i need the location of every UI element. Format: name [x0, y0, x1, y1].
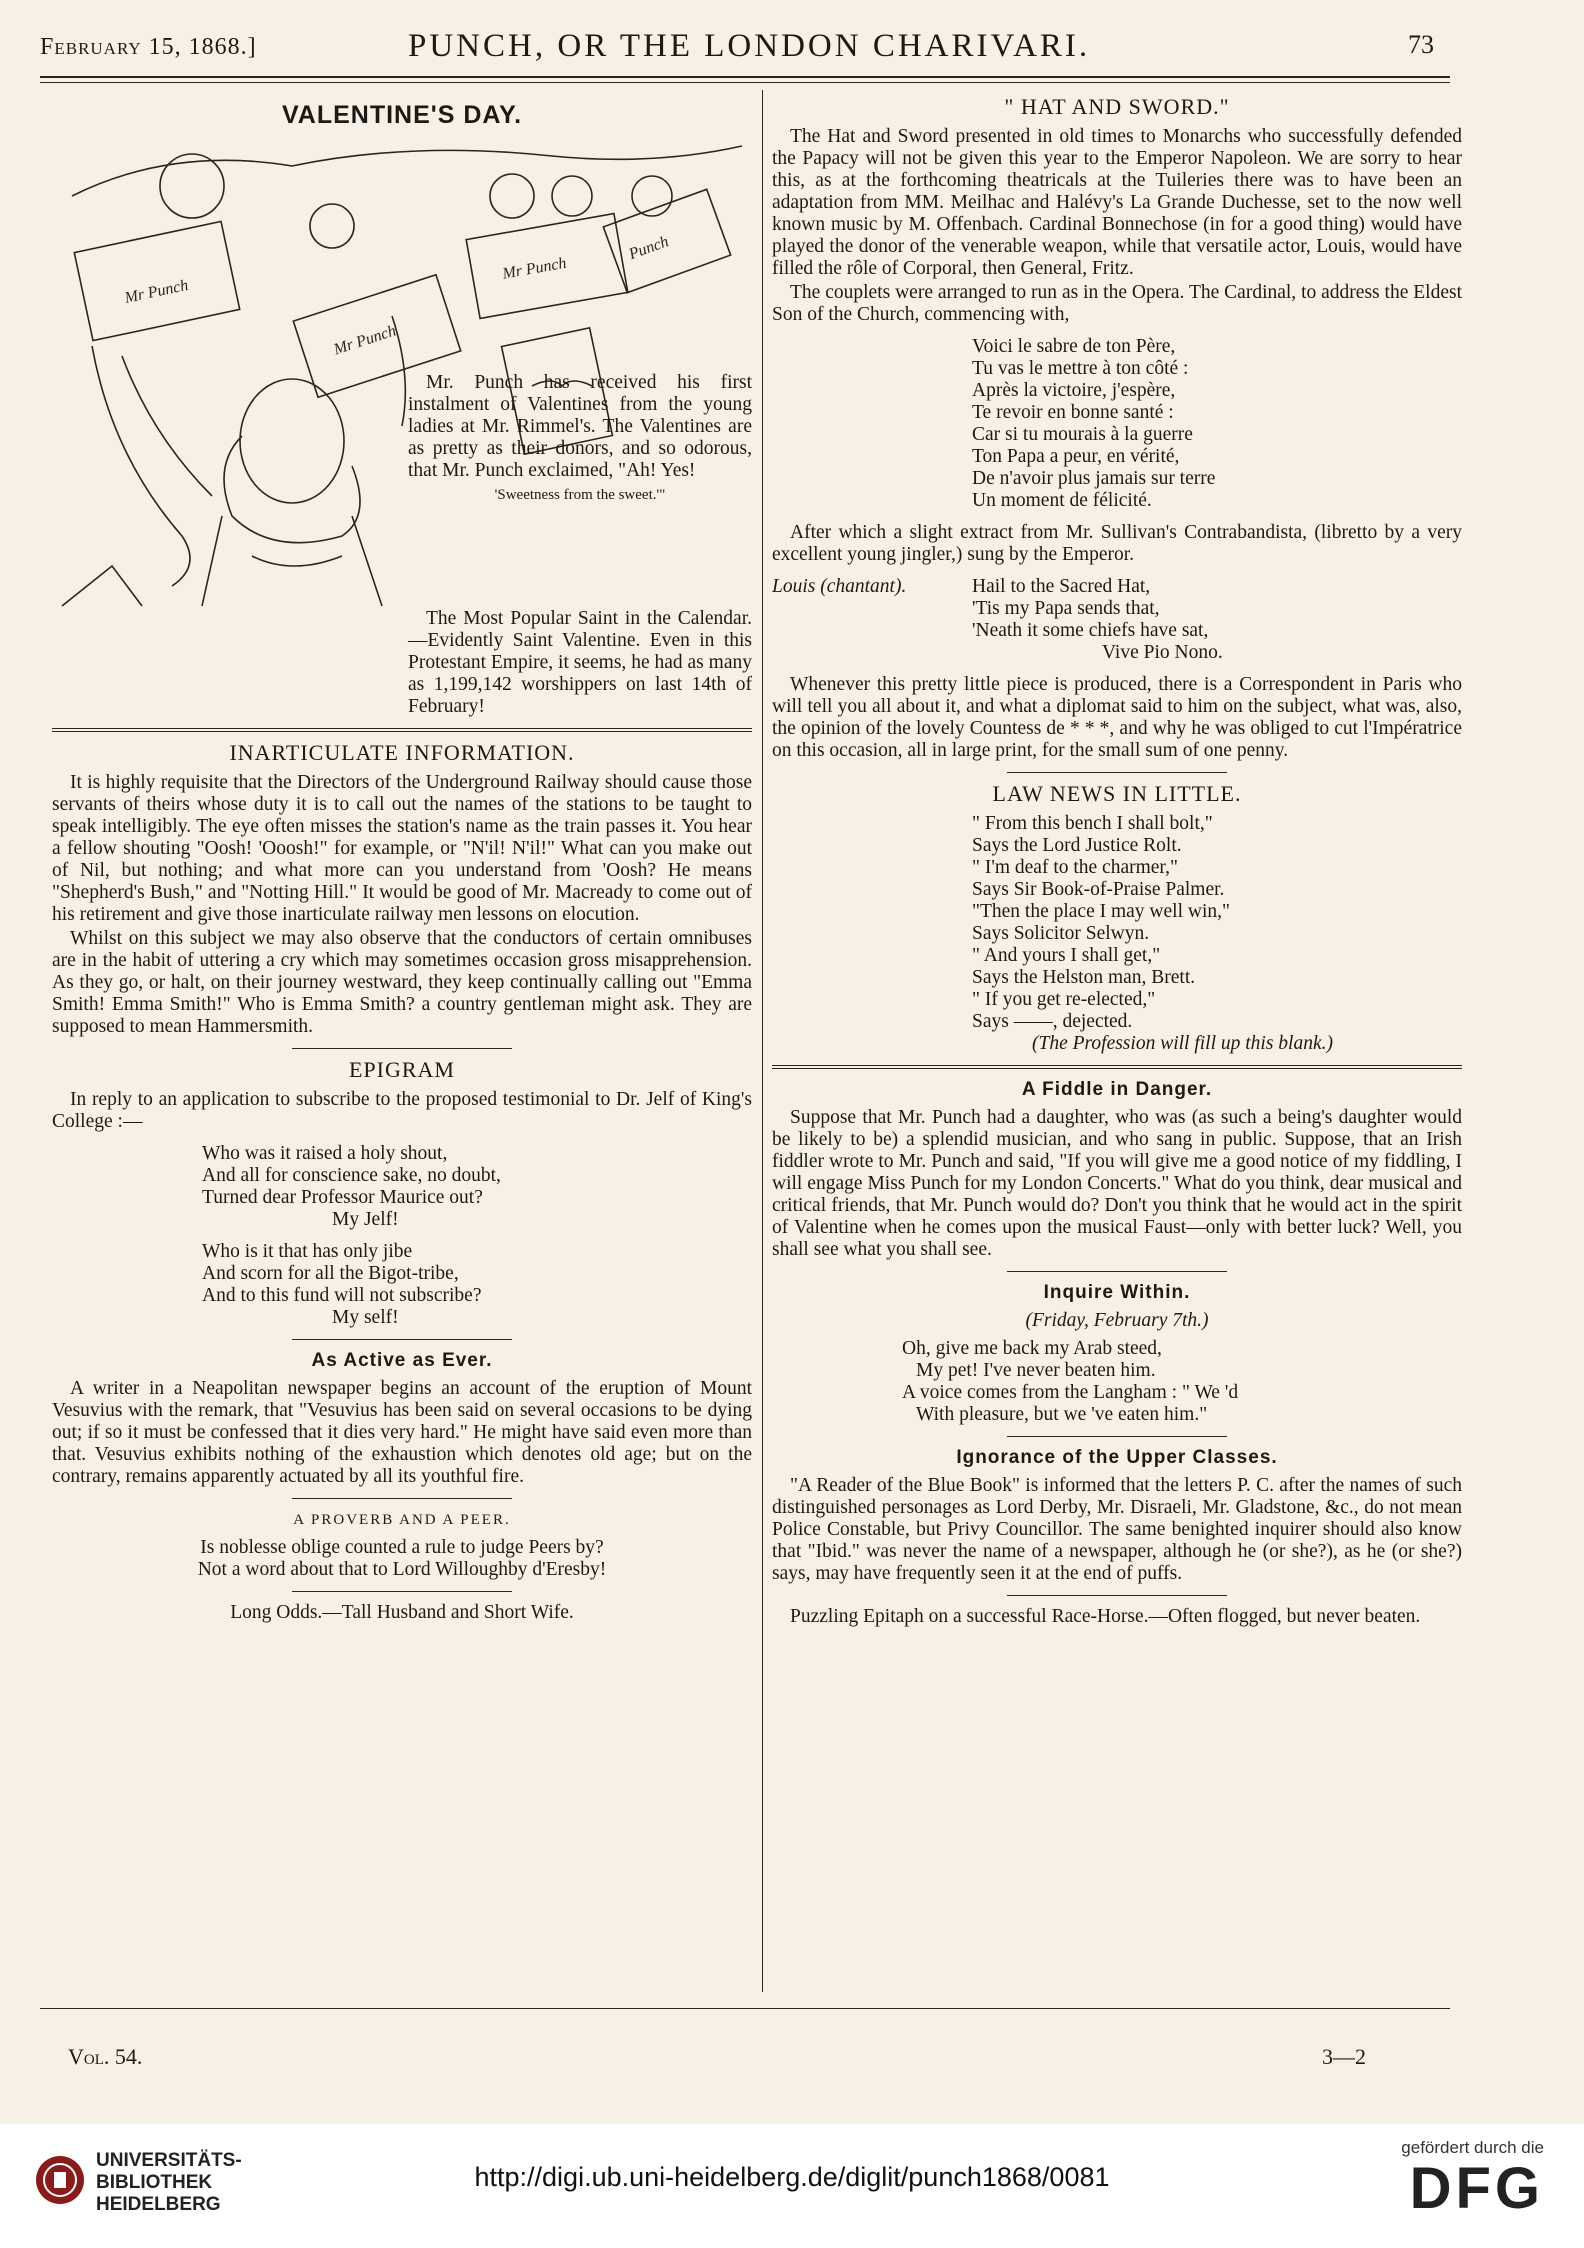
active-text: A writer in a Neapolitan newspaper begins an account of the eruption of Mount Vesuvius with the remark, that "Vesuvius has been said on several occasions to be dying out; if so it must be confessed that it dies very hard." He might have said even more than that. Vesuvius exhibits nothing of the exhaustion which denotes old age; but on the contrary, remains apparently actuated by all its youthful fire. [52, 1378, 752, 1487]
signature-mark: 3—2 [1322, 2044, 1366, 2069]
verse-line: " From this bench I shall bolt," [972, 813, 1213, 834]
source-url[interactable]: http://digi.ub.uni-heidelberg.de/diglit/punch1868/0081 [474, 2162, 1110, 2192]
library-name: UNIVERSITÄTS- BIBLIOTHEK HEIDELBERG [96, 2150, 242, 2215]
svg-text:Mr Punch: Mr Punch [501, 254, 568, 283]
long-odds: Long Odds.—Tall Husband and Short Wife. [230, 1602, 574, 1623]
hat-sword-p3: After which a slight extract from Mr. Sullivan's Contrabandista, (libretto by a very excellent young jingler,) sung by the Emperor. [772, 522, 1462, 565]
verse-line: And to this fund will not subscribe? [202, 1285, 482, 1306]
inquire-verse [772, 1338, 1462, 1426]
column-divider [762, 90, 763, 1992]
verse-line: My Jelf! [332, 1209, 399, 1230]
verse-line: Says Sir Book-of-Praise Palmer. [972, 879, 1225, 900]
valentine-caption [408, 372, 752, 522]
proverb-title: A PROVERB AND A PEER. [293, 1512, 511, 1528]
page-number: 73 [1408, 30, 1434, 59]
verse-line: And all for conscience sake, no doubt, [202, 1165, 501, 1186]
verse-line: 'Tis my Papa sends that, [972, 598, 1160, 619]
footer-rule [40, 2008, 1450, 2009]
verse-line: Says the Helston man, Brett. [972, 967, 1196, 988]
active-title: As Active as Ever. [311, 1350, 493, 1371]
hat-sword-p4: Whenever this pretty little piece is produced, there is a Correspondent in Paris who will tell you all about it, and what a diplomat said to him on the subject, what was, also, the opinion of the lovely Countess de * * *, and why he was obliged to cut l'Impératrice on this occasion, all in large print, for the small sum of one penny. [772, 674, 1462, 761]
verse-line: 'Neath it some chiefs have sat, [972, 620, 1209, 641]
verse-line: Après la victoire, j'espère, [972, 380, 1176, 401]
verse-line: Says ——, dejected. [972, 1011, 1133, 1032]
law-news-title: LAW NEWS IN LITTLE. [992, 781, 1242, 806]
section-rule [772, 1065, 1462, 1069]
fiddle-text: Suppose that Mr. Punch had a daughter, who was (as such a being's daughter would be likely to be) a splendid musician, and who sang in public. Suppose, that an Irish fiddler wrote to Mr. Punch and said, "If you will give me a good notice of my fiddling, I will engage Miss Punch for my London Concerts." What do you think, dear musical and critical friends, that Mr. Punch would do? Don't you think that he would act in the spirit of Valentine when he comes upon the musical Faust—only with better luck? Well, you shall see what you shall see. [772, 1107, 1462, 1260]
section-rule [292, 1048, 512, 1049]
proverb-line-1: Is noblesse oblige counted a rule to judge Peers by? [200, 1537, 604, 1558]
french-couplets [772, 336, 1462, 512]
header-rule [40, 82, 1450, 83]
verse-line: " If you get re-elected," [972, 989, 1156, 1010]
proverb-line-2: Not a word about that to Lord Willoughby d'Eresby! [197, 1559, 607, 1580]
louis-verse [972, 576, 1223, 664]
section-rule [1007, 772, 1227, 773]
verse-line: Says Solicitor Selwyn. [972, 923, 1150, 944]
digitization-bar [0, 2124, 1584, 2248]
hat-sword-p2: The couplets were arranged to run as in the Opera. The Cardinal, to address the Eldest Son of the Church, commencing with, [772, 282, 1462, 325]
section-rule [292, 1339, 512, 1340]
verse-line: Says the Lord Justice Rolt. [972, 835, 1182, 856]
inquire-date: (Friday, February 7th.) [1025, 1310, 1209, 1331]
sponsor-label: gefördert durch die [1401, 2138, 1544, 2157]
verse-line: And scorn for all the Bigot-tribe, [202, 1263, 459, 1284]
verse-line: Ton Papa a peur, en vérité, [972, 446, 1180, 467]
verse-line: With pleasure, but we 've eaten him." [916, 1404, 1208, 1425]
verse-line: "Then the place I may well win," [972, 901, 1230, 922]
verse-line: Tu vas le mettre à ton côté : [972, 358, 1189, 379]
section-rule [1007, 1271, 1227, 1272]
svg-text:Mr Punch: Mr Punch [123, 276, 190, 307]
most-popular-saint: The Most Popular Saint in the Calendar.—Evidently Saint Valentine. Even in this Protestant Empire, it seems, he had as many as 1,199,142 worshippers on last 14th of February! [408, 608, 752, 717]
verse-line: De n'avoir plus jamais sur terre [972, 468, 1216, 489]
fiddle-title: A Fiddle in Danger. [1021, 1079, 1213, 1100]
epigram-title: EPIGRAM [348, 1057, 455, 1082]
hat-sword-p1: The Hat and Sword presented in old times to Monarchs who successfully defended the Papacy will not be given this year to the Emperor Napoleon. We are sorry to hear this, as at the forthcoming theatricals at the Tuileries there was to have been an adaptation from MM. Meilhac and Halévy's La Grande Duchesse, set to the now well known music by M. Offenbach. Cardinal Bonnechose (in for a good thing) would have played the donor of the venerable weapon, while that versatile actor, Louis, would have filled the rôle of Corporal, then General, Fritz. [772, 126, 1462, 279]
valentine-motto: 'Sweetness from the sweet.'" [494, 487, 666, 503]
dfg-wordmark: DFG [1409, 2156, 1544, 2221]
volume-label: Vol. 54. [68, 2044, 143, 2069]
verse-line: Oh, give me back my Arab steed, [902, 1338, 1162, 1359]
left-column [52, 96, 752, 1624]
verse-line: My self! [332, 1307, 399, 1328]
inarticulate-p1: It is highly requisite that the Directors of the Underground Railway should cause those servants of theirs whose duty it is to call out the names of the stations to be taught to speak intelligibly. The eye often misses the station's name as the train passes it. You hear a fellow shouting "Oosh! 'Ooosh!" for example, or "N'il! N'il!" What can you make out of Nil, but nothing; and what more can you understand from 'Oosh? He means "Shepherd's Bush," and "Notting Hill." It would be good of Mr. Macready to come out of his retirement and give those inarticulate railway men lessons on elocution. [52, 772, 752, 925]
inarticulate-title: INARTICULATE INFORMATION. [229, 740, 575, 765]
louis-label: Louis (chantant). [772, 576, 907, 597]
epigram-stanza-1 [52, 1143, 752, 1231]
inquire-title: Inquire Within. [1043, 1282, 1191, 1303]
section-rule [292, 1591, 512, 1592]
verse-line: Te revoir en bonne santé : [972, 402, 1174, 423]
epigram-stanza-2 [52, 1241, 752, 1329]
valentine-illustration [52, 136, 752, 608]
valentine-title: VALENTINE'S DAY. [281, 101, 523, 129]
verse-line: Who is it that has only jibe [202, 1241, 413, 1262]
section-rule [292, 1498, 512, 1499]
page-header [40, 26, 1450, 78]
louis-song [772, 576, 1462, 664]
section-rule [52, 728, 752, 732]
section-rule [1007, 1595, 1227, 1596]
verse-line: Who was it raised a holy shout, [202, 1143, 448, 1164]
svg-text:Mr Punch: Mr Punch [331, 322, 399, 359]
race-horse-epitaph: Puzzling Epitaph on a successful Race-Horse.—Often flogged, but never beaten. [790, 1606, 1421, 1627]
svg-text:Punch: Punch [626, 233, 671, 264]
epigram-intro: In reply to an application to subscribe to the proposed testimonial to Dr. Jelf of King's College :— [52, 1089, 752, 1132]
ignorance-text: "A Reader of the Blue Book" is informed that the letters P. C. after the names of such distinguished personages as Lord Derby, Mr. Disraeli, Mr. Gladstone, &c., do not mean Police Constable, but Privy Councillor. The same benighted inquirer should also know that "Ibid." was never the name of a newspaper, although he (or she?), as he (or she?) says, may have frequently seen it at the end of puffs. [772, 1475, 1462, 1584]
verse-line: My pet! I've never beaten him. [916, 1360, 1156, 1381]
verse-line: Hail to the Sacred Hat, [972, 576, 1151, 597]
right-column [772, 96, 1462, 1630]
verse-line: " And yours I shall get," [972, 945, 1161, 966]
law-news-verse [772, 813, 1462, 1055]
verse-line: Car si tu mourais à la guerre [972, 424, 1193, 445]
verse-line: Un moment de félicité. [972, 490, 1152, 511]
issue-date: February 15, 1868.] [40, 34, 257, 60]
verse-line: Vive Pio Nono. [1102, 642, 1223, 663]
verse-line: Turned dear Professor Maurice out? [202, 1187, 483, 1208]
law-news-note: (The Profession will fill up this blank.) [1032, 1033, 1333, 1054]
valentine-caption-text: Mr. Punch has received his first instalment of Valentines from the young ladies at Mr. Rimmel's. The Valentines are as pretty as their donors, and so odorous, that Mr. Punch exclaimed, "Ah! Yes! [408, 372, 752, 481]
inarticulate-p2: Whilst on this subject we may also observe that the conductors of certain omnibuses are in the habit of uttering a cry which may sometimes occasion gross misapprehension. As they go, or halt, on their journey westward, they keep continually calling out "Emma Smith! Emma Smith!" Who is Emma Smith? a country gentleman might ask. They are supposed to mean Hammersmith. [52, 928, 752, 1037]
verse-line: Voici le sabre de ton Père, [972, 336, 1176, 357]
dfg-logo [1401, 2138, 1544, 2220]
ignorance-title: Ignorance of the Upper Classes. [956, 1447, 1278, 1468]
hat-sword-title: " HAT AND SWORD." [1004, 94, 1230, 119]
verse-line: A voice comes from the Langham : " We 'd [902, 1382, 1239, 1403]
verse-line: " I'm deaf to the charmer," [972, 857, 1178, 878]
section-rule [1007, 1436, 1227, 1437]
masthead-title: PUNCH, OR THE LONDON CHARIVARI. [408, 28, 1091, 64]
